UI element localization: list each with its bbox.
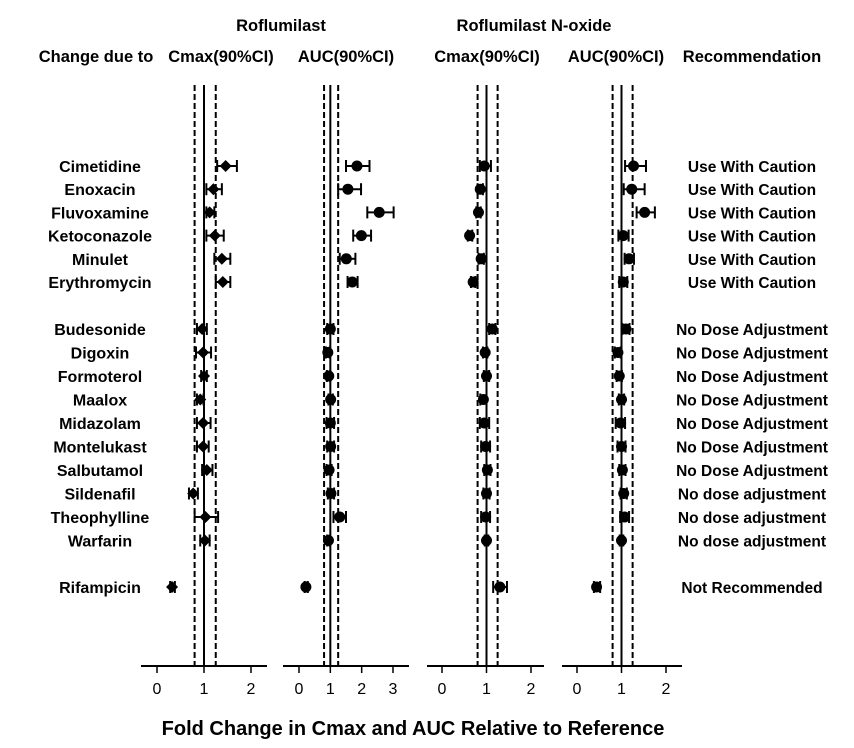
recommendation-header: Recommendation [682,48,822,66]
point-estimate-marker [614,371,625,382]
point-estimate-marker [617,465,628,476]
x-tick-label: 1 [482,681,491,698]
recommendation-label: Use With Caution [687,228,817,246]
panel [562,85,682,698]
drug-label: Formoterol [57,369,143,386]
point-estimate-marker [198,370,210,382]
x-tick-label: 0 [152,681,162,698]
point-estimate-marker [473,207,484,218]
x-tick-label: 2 [526,681,536,698]
point-estimate-marker [618,230,629,241]
point-estimate-marker [342,184,353,195]
recommendation-label: No Dose Adjustment [676,322,828,339]
point-estimate-marker [197,347,209,359]
x-tick-label: 1 [199,681,209,698]
recommendation-label: Use With Caution [687,275,817,292]
point-estimate-marker [468,277,479,288]
point-estimate-marker [618,277,629,288]
recommendation-label: Use With Caution [687,182,817,200]
point-estimate-marker [480,441,491,452]
drug-label: Midazolam [59,416,141,433]
point-estimate-marker [351,161,362,172]
point-estimate-marker [618,488,629,499]
panel [283,85,409,698]
recommendation-label: No Dose Adjustment [676,463,828,480]
point-estimate-marker [300,582,311,593]
point-estimate-marker [325,418,336,429]
x-tick-label: 2 [661,681,671,698]
point-estimate-marker [615,418,626,429]
point-estimate-marker [616,441,627,452]
point-estimate-marker [197,417,209,429]
point-estimate-marker [464,230,475,241]
point-estimate-marker [166,581,178,593]
recommendation-label: Use With Caution [687,159,817,176]
point-estimate-marker [481,535,492,546]
point-estimate-marker [323,535,334,546]
point-estimate-marker [325,394,336,405]
point-estimate-marker [341,253,352,264]
recommendation-label: Use With Caution [687,205,817,223]
point-estimate-marker [479,161,490,172]
point-estimate-marker [616,535,627,546]
drug-label: Montelukast [53,439,147,457]
point-estimate-marker [323,371,334,382]
point-estimate-marker [616,394,627,405]
roflumilast-cmax-header: Cmax(90%CI) [168,48,274,66]
point-estimate-marker [325,324,336,335]
point-estimate-marker [322,347,333,358]
point-estimate-marker [612,347,623,358]
change-due-to-header: Change due to [38,48,154,66]
x-tick-label: 3 [388,681,398,698]
drug-label: Theophylline [50,510,150,527]
drug-label: Minulet [72,251,128,269]
n-oxide-auc-header: AUC(90%CI) [567,48,665,66]
point-estimate-marker [624,253,635,264]
point-estimate-marker [481,488,492,499]
recommendation-label: No Dose Adjustment [676,392,828,410]
recommendation-label: Not Recommended [681,580,823,597]
point-estimate-marker [207,183,219,195]
x-axis-title: Fold Change in Cmax and AUC Relative to Reference [161,718,665,740]
roflumilast-n-oxide-header: Roflumilast N-oxide [456,17,612,35]
point-estimate-marker [324,465,335,476]
drug-label: Digoxin [70,345,130,363]
point-estimate-marker [481,371,492,382]
point-estimate-marker [374,207,385,218]
recommendation-label: No Dose Adjustment [676,416,828,433]
point-estimate-marker [494,582,505,593]
point-estimate-marker [628,161,639,172]
roflumilast-header: Roflumilast [236,17,326,35]
point-estimate-marker [216,253,228,265]
point-estimate-marker [639,207,650,218]
point-estimate-marker [325,488,336,499]
recommendation-label: No dose adjustment [677,533,827,551]
point-estimate-marker [620,324,631,335]
point-estimate-marker [334,512,345,523]
point-estimate-marker [487,324,498,335]
recommendation-label: No dose adjustment [677,486,827,504]
point-estimate-marker [619,512,630,523]
point-estimate-marker [347,277,358,288]
drug-label: Warfarin [67,533,133,551]
panel [141,85,267,698]
recommendation-label: No Dose Adjustment [676,369,828,386]
drug-label: Sildenafil [64,486,136,504]
point-estimate-marker [591,582,602,593]
drug-label: Maalox [72,392,128,410]
point-estimate-marker [475,184,486,195]
drug-label: Salbutamol [56,463,144,480]
point-estimate-marker [197,441,209,453]
point-estimate-marker [480,512,491,523]
point-estimate-marker [482,465,493,476]
drug-label: Fluvoxamine [51,205,149,223]
x-tick-label: 1 [617,681,626,698]
recommendation-label: No Dose Adjustment [676,439,828,457]
point-estimate-marker [478,394,489,405]
point-estimate-marker [476,253,487,264]
recommendation-label: No dose adjustment [677,510,827,527]
plot-panels [141,85,682,698]
point-estimate-marker [220,160,232,172]
point-estimate-marker [356,230,367,241]
roflumilast-auc-header: AUC(90%CI) [297,48,395,66]
point-estimate-marker [217,276,229,288]
drug-label: Ketoconazole [47,228,153,246]
x-tick-label: 2 [246,681,256,698]
panel [427,85,544,698]
x-tick-label: 0 [437,681,447,698]
point-estimate-marker [626,184,637,195]
x-tick-label: 0 [294,681,304,698]
recommendation-label: No Dose Adjustment [676,345,828,363]
drug-label: Erythromycin [48,275,152,292]
drug-label: Rifampicin [59,580,141,597]
x-tick-label: 1 [325,681,335,698]
point-estimate-marker [199,511,211,523]
point-estimate-marker [209,230,221,242]
x-tick-label: 0 [572,681,582,698]
x-tick-label: 2 [357,681,367,698]
point-estimate-marker [325,441,336,452]
recommendation-labels [676,159,828,597]
drug-label: Cimetidine [59,159,141,176]
n-oxide-cmax-header: Cmax(90%CI) [434,48,540,66]
drug-labels [48,159,152,597]
drug-label: Enoxacin [64,182,136,200]
recommendation-label: Use With Caution [687,251,817,269]
point-estimate-marker [479,418,490,429]
point-estimate-marker [480,347,491,358]
drug-label: Budesonide [54,322,146,339]
